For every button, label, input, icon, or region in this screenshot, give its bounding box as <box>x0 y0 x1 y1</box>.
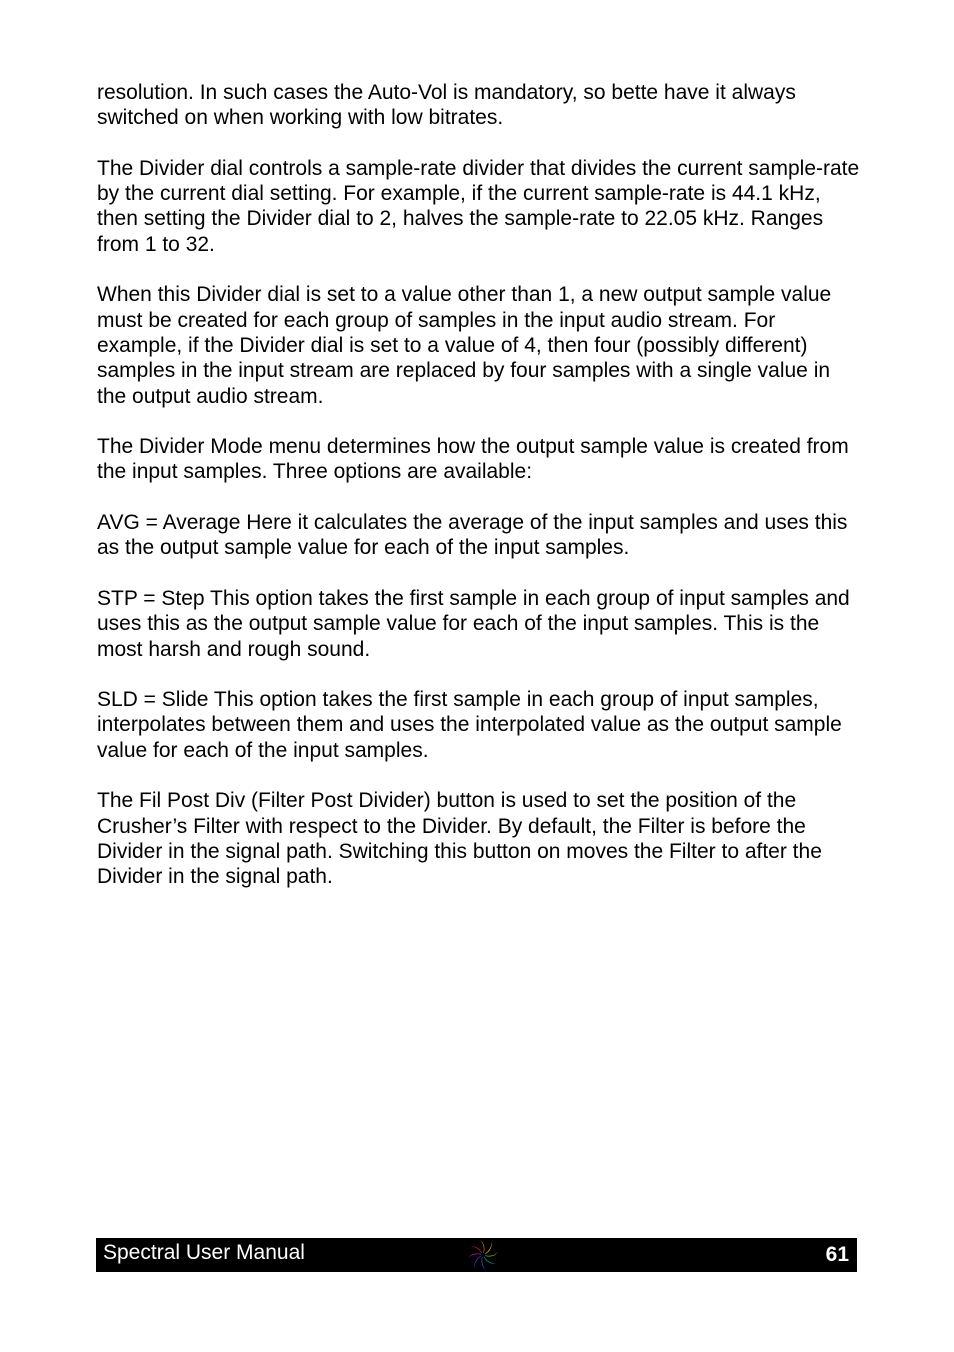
paragraph-fil-post-div: The Fil Post Div (Filter Post Divider) button is used to set the position of the Crusher’s Filter with respect to the Divider. By default, the Filter is before the Divider in the signal path. Switching this button on moves the Filter to after the Divider in the signal path. <box>97 789 822 889</box>
page-footer <box>96 1238 857 1272</box>
paragraph-divider-value: When this Divider dial is set to a value other than 1, a new output sample value must be created for each group of samples in the input audio stream. For example, if the Divider dial is set to a value of 4, then four (possibly different) samples in the input stream are replaced by four samples with a single value in the output audio stream. <box>97 283 832 408</box>
paragraph-avg-option: AVG = Average Here it calculates the average of the input samples and uses this as the output sample value for each of the input samples. <box>97 511 848 560</box>
paragraph-auto-vol: resolution. In such cases the Auto-Vol is mandatory, so bette have it always switched on when working with low bitrates. <box>97 81 796 130</box>
paragraph-divider-mode: The Divider Mode menu determines how the output sample value is created from the input samples. Three options are available: <box>97 435 849 484</box>
footer-title: Spectral User Manual <box>103 1241 305 1264</box>
page-body <box>97 80 862 915</box>
paragraph-divider-dial: The Divider dial controls a sample-rate divider that divides the current sample-rate by the current dial setting. For example, if the current sample-rate is 44.1 kHz, then setting the Divider dial to 2, halves the sample-rate to 22.05 kHz. Ranges from 1 to 32. <box>97 156 860 256</box>
page-number: 61 <box>825 1243 849 1266</box>
paragraph-stp-option: STP = Step This option takes the first sample in each group of input samples and uses this as the output sample value for each of the input samples. This is the most harsh and rough sound. <box>97 586 850 661</box>
spectral-swirl-logo-icon <box>466 1238 500 1272</box>
paragraph-sld-option: SLD = Slide This option takes the first sample in each group of input samples, interpolates between them and uses the interpolated value as the output sample value for each of the input samples. <box>97 688 842 762</box>
